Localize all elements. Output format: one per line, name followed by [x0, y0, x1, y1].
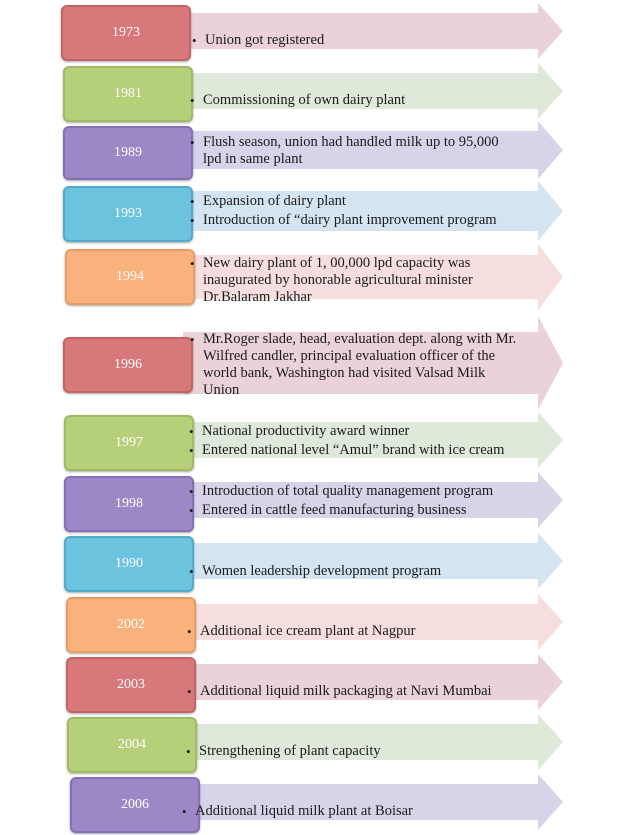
timeline-arrow-shape — [190, 774, 563, 830]
year-box: 2003 — [66, 657, 196, 713]
milestone-item: • Union got registered — [192, 32, 520, 49]
milestone-item: • Women leadership development program — [189, 563, 539, 580]
timeline-arrow-shape — [186, 654, 563, 710]
milestone-item: • Commissioning of own dairy plant — [190, 92, 520, 109]
milestone-items — [192, 32, 520, 49]
year-box: 2004 — [67, 717, 197, 773]
year-box: 1973 — [61, 5, 191, 61]
year-box: 1993 — [63, 186, 193, 242]
milestone-items — [182, 803, 532, 820]
milestone-item: • Additional liquid milk packaging at Navi Mumbai — [187, 683, 537, 700]
milestone-item: • Additional ice cream plant at Nagpur — [187, 623, 537, 640]
milestone-item: • Entered national level “Amul” brand with ice cream — [189, 442, 539, 459]
milestone-item: • National productivity award winner — [189, 423, 539, 440]
milestone-items — [187, 623, 537, 640]
timeline-arrow-shape — [186, 594, 563, 650]
milestone-items — [190, 331, 520, 399]
timeline-arrow — [186, 654, 564, 710]
timeline-arrow-shape — [184, 533, 563, 589]
year-box: 1990 — [64, 536, 194, 592]
year-box: 1996 — [63, 337, 193, 393]
milestone-item: • Flush season, union had handled milk up to 95,000 lpd in same plant — [190, 134, 520, 168]
milestone-items — [190, 255, 520, 306]
timeline-arrow-shape — [183, 63, 563, 119]
timeline-arrow — [186, 594, 564, 650]
milestone-items — [190, 134, 520, 168]
milestone-item: • Introduction of total quality management program — [189, 483, 539, 500]
year-box: 2002 — [66, 597, 196, 653]
timeline-arrow-shape — [187, 714, 563, 770]
milestone-items — [189, 563, 539, 580]
milestone-item: • Entered in cattle feed manufacturing business — [189, 502, 539, 519]
milestone-item: • New dairy plant of 1, 00,000 lpd capacity was inaugurated by honorable agricultural minister Dr.Balaram Jakhar — [190, 255, 520, 306]
timeline-arrow — [187, 714, 564, 770]
year-box: 1997 — [64, 415, 194, 471]
milestone-items — [190, 92, 520, 109]
year-box: 1981 — [63, 66, 193, 122]
timeline-arrow-shape — [181, 3, 563, 59]
year-box: 1989 — [63, 126, 193, 180]
timeline-arrow — [190, 774, 564, 830]
year-box: 1998 — [64, 476, 194, 532]
milestone-item: • Strengthening of plant capacity — [186, 743, 536, 760]
milestone-items — [186, 743, 536, 760]
milestone-items — [187, 683, 537, 700]
milestone-items — [189, 483, 539, 521]
milestone-item: • Expansion of dairy plant — [190, 193, 520, 210]
milestone-item: • Introduction of “dairy plant improvement program — [190, 212, 520, 229]
milestone-item: • Additional liquid milk plant at Boisar — [182, 803, 532, 820]
timeline-arrow — [181, 3, 564, 59]
timeline-arrow — [184, 533, 564, 589]
milestone-item: • Mr.Roger slade, head, evaluation dept. along with Mr. Wilfred candler, principal evaluation officer of the world bank, Washington had visited Valsad Milk Union — [190, 331, 520, 399]
year-box: 1994 — [65, 249, 195, 305]
milestone-items — [189, 423, 539, 461]
milestone-items — [190, 193, 520, 231]
year-box: 2006 — [70, 777, 200, 833]
timeline-arrow — [183, 63, 564, 119]
